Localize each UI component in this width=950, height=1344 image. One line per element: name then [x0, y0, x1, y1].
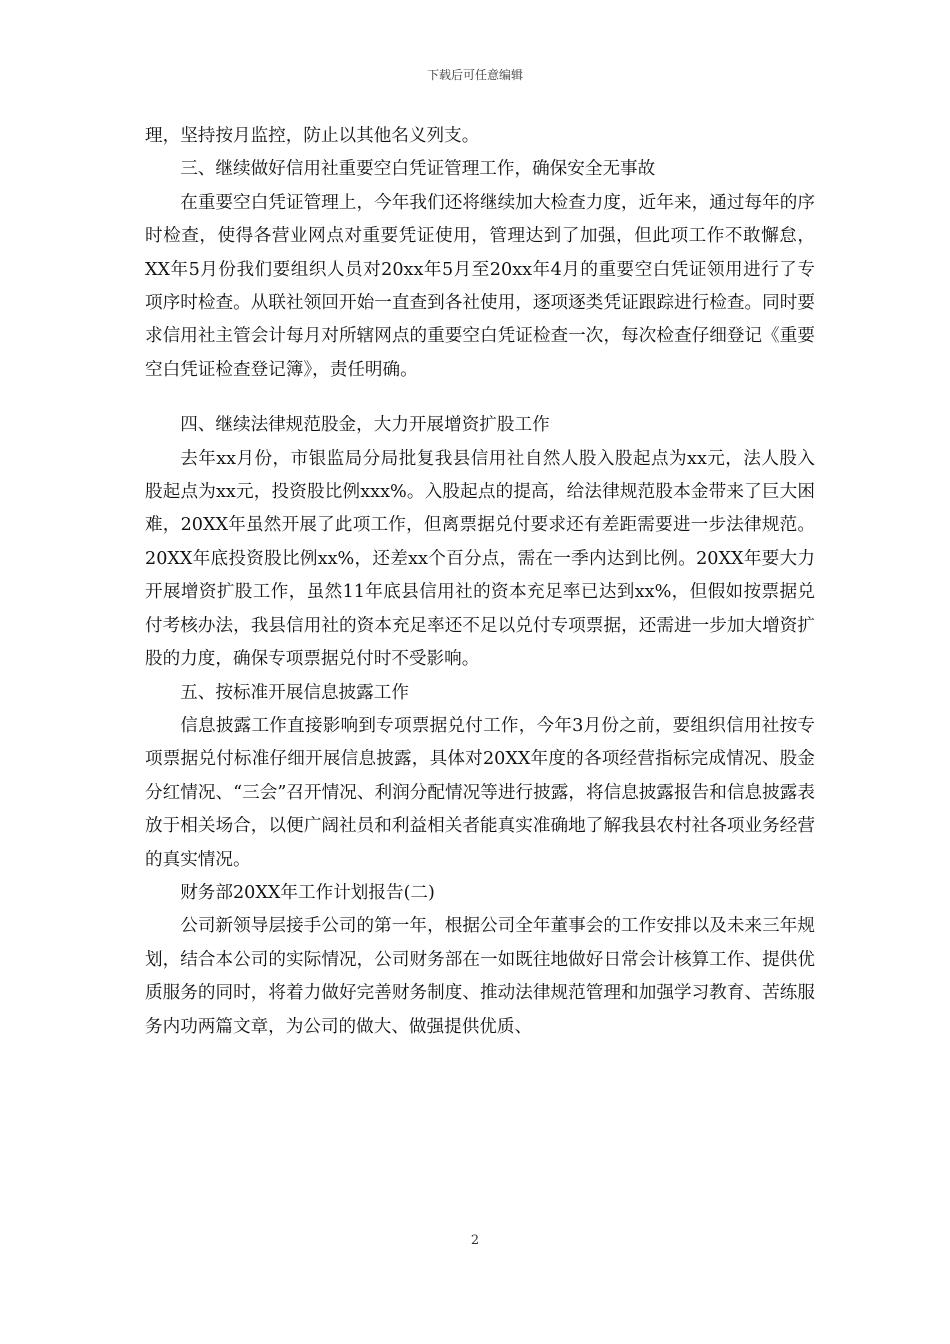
paragraph-report-2: 公司新领导层接手公司的第一年，根据公司全年董事会的工作安排以及未来三年规划，结合本公司的实际情况，公司财务部在一如既往地做好日常会计核算工作、提供优质服务的同时，将着力做好完善财务制度、推动法律规范管理和加强学习教育、苦练服务内功两篇文章，为公司的做大、做强提供优质、 [145, 916, 815, 1037]
paragraph-section-4: 去年xx月份，市银监局分局批复我县信用社自然人股入股起点为xx元，法人股入股起点为xx元，投资股比例xxx%。入股起点的提高，给法律规范股本金带来了巨大困难，20XX年虽然开展了此项工作，但离票据兑付要求还有差距需要进一步法律规范。20XX年底投资股比例xx%，还差xx个百分点，需在一季内达到比例。20XX年要大力开展增资扩股工作，虽然11年底县信用社的资本充足率已达到xx%，但假如按票据兑付考核办法，我县信用社的资本充足率还不足以兑付专项票据，还需进一步加大增资扩股的力度，确保专项票据兑付时不受影响。 [145, 448, 815, 670]
page-number: 2 [470, 1233, 480, 1248]
report-title-2: 财务部20XX年工作计划报告(二) [180, 882, 435, 903]
paragraph-section-3: 在重要空白凭证管理上，今年我们还将继续加大检查力度，近年来，通过每年的序时检查，使得各营业网点对重要凭证使用，管理达到了加强，但此项工作不敢懈怠，XX年5月份我们要组织人员对20xx年5月至20xx年4月的重要空白凭证领用进行了专项序时检查。从联社领回开始一直查到各社使用，逐项逐类凭证跟踪进行检查。同时要求信用社主管会计每月对所辖网点的重要空白凭证检查一次，每次检查仔细登记《重要空白凭证检查登记簿》，责任明确。 [145, 192, 815, 380]
document-body [145, 120, 815, 1044]
paragraph-continuation: 理，坚持按月监控，防止以其他名义列支。 [145, 126, 480, 146]
paragraph-gap [145, 387, 815, 409]
section-heading-3: 三、继续做好信用社重要空白凭证管理工作，确保安全无事故 [180, 159, 656, 180]
paragraph-section-5: 信息披露工作直接影响到专项票据兑付工作，今年3月份之前，要组织信用社按专项票据兑付标准仔细开展信息披露，具体对20XX年度的各项经营指标完成情况、股金分红情况、“三会”召开情况、利润分配情况等进行披露，将信息披露报告和信息披露表放于相关场合，以便广阔社员和利益相关者能真实准确地了解我县农村社各项业务经营的真实情况。 [145, 715, 815, 870]
section-heading-4: 四、继续法律规范股金，大力开展增资扩股工作 [180, 415, 550, 436]
section-heading-5: 五、按标准开展信息披露工作 [180, 682, 409, 703]
page-header-note: 下载后可任意编辑 [426, 68, 523, 82]
